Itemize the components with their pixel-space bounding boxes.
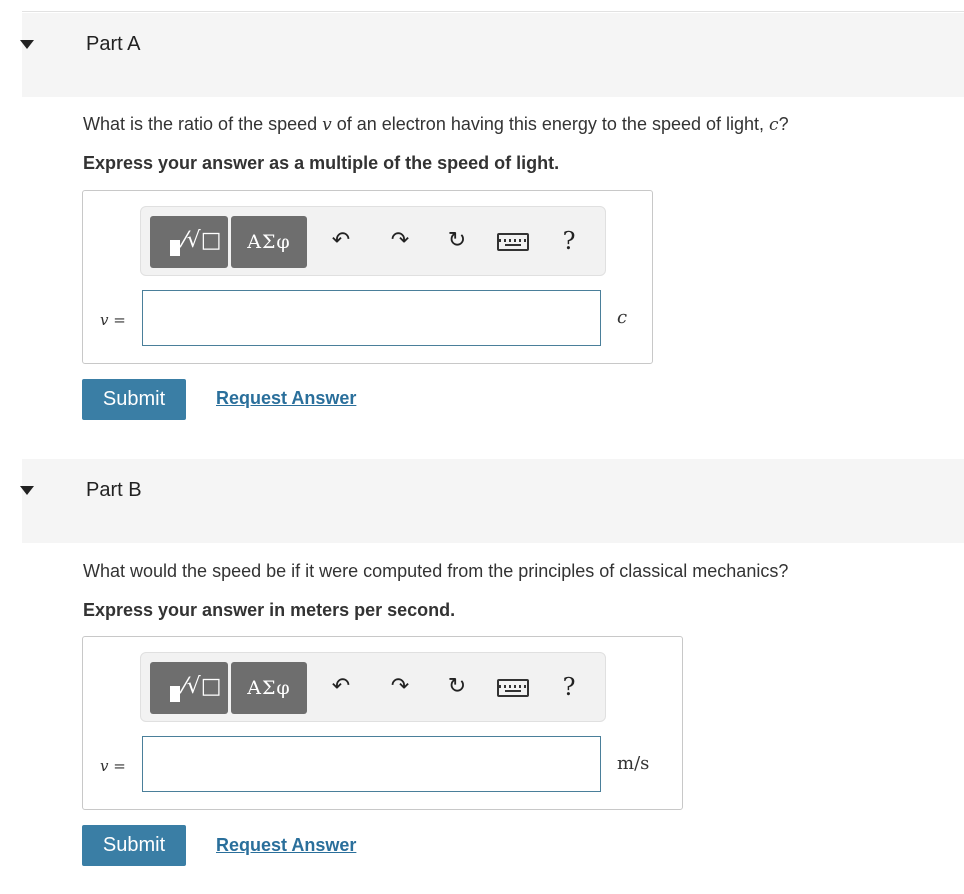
part-a-unit: c — [617, 307, 628, 328]
equals-sign: = — [108, 757, 126, 775]
part-b-request-answer-link[interactable]: Request Answer — [216, 835, 357, 855]
answer-variable-label — [100, 757, 126, 775]
part-b-instruction: Express your answer in meters per second. — [83, 600, 456, 620]
templates-icon — [170, 240, 180, 256]
part-a-question — [83, 114, 789, 135]
part-b-answer-box — [82, 636, 683, 810]
top-divider — [22, 11, 964, 12]
part-b-title: Part B — [86, 479, 142, 501]
part-b-header[interactable] — [22, 459, 964, 543]
templates-button[interactable] — [150, 662, 228, 714]
part-b-question: What would the speed be if it were computed from the principles of classical mechanics? — [83, 561, 789, 581]
collapse-triangle-icon[interactable] — [20, 40, 34, 49]
part-a-instruction: Express your answer as a multiple of the speed of light. — [83, 153, 560, 173]
part-a-answer-box — [82, 190, 653, 364]
variable-v: v — [100, 757, 109, 775]
redo-icon[interactable]: ↷ — [390, 228, 410, 253]
collapse-triangle-icon[interactable] — [20, 486, 34, 495]
part-a-request-answer-link[interactable]: Request Answer — [216, 388, 357, 408]
math-toolbar — [140, 652, 606, 722]
reset-icon[interactable]: ↻ — [447, 228, 467, 253]
redo-icon[interactable]: ↷ — [390, 674, 410, 699]
variable-c: c — [769, 115, 779, 135]
equals-sign: = — [108, 311, 126, 329]
reset-icon[interactable]: ↻ — [447, 674, 467, 699]
help-icon[interactable]: ? — [562, 673, 576, 701]
templates-icon — [170, 686, 180, 702]
greek-letters-button[interactable]: ΑΣφ — [231, 662, 307, 714]
variable-v: v — [100, 311, 109, 329]
math-toolbar — [140, 206, 606, 276]
question-text: What is the ratio of the speed — [83, 114, 323, 134]
part-a-title: Part A — [86, 33, 141, 55]
part-b-submit-button[interactable]: Submit — [82, 825, 186, 866]
part-a-submit-button[interactable]: Submit — [82, 379, 186, 420]
answer-variable-label — [100, 311, 126, 329]
part-b-answer-input[interactable] — [142, 736, 601, 792]
question-text: of an electron having this energy to the speed of light, — [331, 114, 770, 134]
templates-button[interactable] — [150, 216, 228, 268]
keyboard-icon[interactable] — [497, 233, 529, 251]
sqrt-fraction-icon: ⁄√□ — [183, 674, 222, 699]
help-icon[interactable]: ? — [562, 227, 576, 255]
greek-letters-button[interactable]: ΑΣφ — [231, 216, 307, 268]
part-a-header[interactable] — [22, 13, 964, 97]
undo-icon[interactable]: ↶ — [331, 228, 351, 253]
undo-icon[interactable]: ↶ — [331, 674, 351, 699]
part-a-answer-input[interactable] — [142, 290, 601, 346]
question-text: ? — [778, 114, 789, 134]
keyboard-icon[interactable] — [497, 679, 529, 697]
variable-v: v — [322, 115, 332, 135]
sqrt-fraction-icon: ⁄√□ — [183, 228, 222, 253]
part-b-unit: m/s — [617, 753, 650, 774]
